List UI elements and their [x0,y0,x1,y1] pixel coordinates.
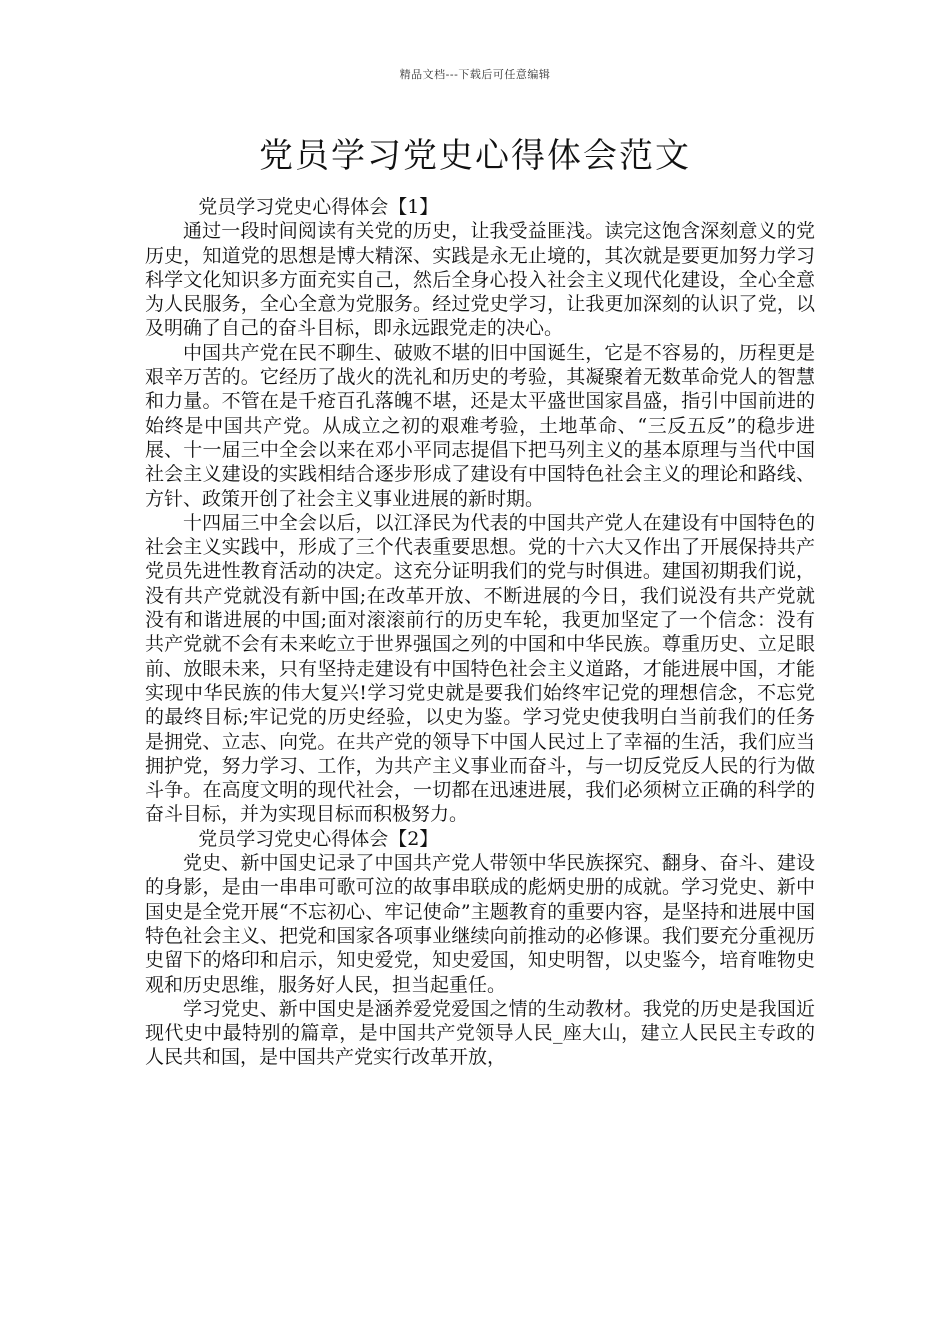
paragraph: 学习党史、新中国史是涵养爱党爱国之情的生动教材。我党的历史是我国近现代史中最特别的篇章，是中国共产党领导人民_座大山，建立人民民主专政的人民共和国，是中国共产党实行改革开放， [145,997,815,1069]
document-title: 党员学习党史心得体会范文 [259,136,691,176]
section-heading-2: 党员学习党史心得体会【2】 [198,827,439,850]
header-note: 精品文档---下载后可任意编辑 [399,68,551,81]
paragraph: 十四届三中全会以后，以江泽民为代表的中国共产党人在建设有中国特色的社会主义实践中，形成了三个代表重要思想。党的十六大又作出了开展保持共产党员先进性教育活动的决定。这充分证明我们的党与时俱进。建国初期我们说，没有共产党就没有新中国;在改革开放、不断进展的今日，我们说没有共产党就没有和谐进展的中国;面对滚滚前行的历史车轮，我更加坚定了一个信念：没有共产党就不会有未来屹立于世界强国之列的中国和中华民族。尊重历史、立足眼前、放眼未来，只有坚持走建设有中国特色社会主义道路，才能进展中国，才能实现中华民族的伟大复兴!学习党史就是要我们始终牢记党的理想信念，不忘党的最终目标;牢记党的历史经验，以史为鉴。学习党史使我明白当前我们的任务是拥党、立志、向党。在共产党的领导下中国人民过上了幸福的生活，我们应当拥护党，努力学习、工作，为共产主义事业而奋斗，与一切反党反人民的行为做斗争。在高度文明的现代社会，一切都在迅速进展，我们必须树立正确的科学的奋斗目标，并为实现目标而积极努力。 [145,511,815,826]
section-heading-1: 党员学习党史心得体会【1】 [198,196,439,218]
paragraph: 通过一段时间阅读有关党的历史，让我受益匪浅。读完这饱含深刻意义的党历史，知道党的思想是博大精深、实践是永无止境的，其次就是要更加努力学习科学文化知识多方面充实自己，然后全身心投入社会主义现代化建设，全心全意为人民服务，全心全意为党服务。经过党史学习，让我更加深刻的认识了党，以及明确了自己的奋斗目标，即永远跟党走的决心。 [145,220,815,340]
paragraph: 党史、新中国史记录了中国共产党人带领中华民族探究、翻身、奋斗、建设的身影，是由一串串可歌可泣的故事串联成的彪炳史册的成就。学习党史、新中国史是全党开展“不忘初心、牢记使命”主题教育的重要内容，是坚持和进展中国特色社会主义、把党和国家各项事业继续向前推动的必修课。我们要充分重视历史留下的烙印和启示，知史爱党，知史爱国，知史明智，以史鉴今，培育唯物史观和历史思维，服务好人民，担当起重任。 [145,852,815,996]
paragraph: 中国共产党在民不聊生、破败不堪的旧中国诞生，它是不容易的，历程更是艰辛万苦的。它经历了战火的洗礼和历史的考验，其凝聚着无数革命党人的智慧和力量。不管在是千疮百孔落魄不堪，还是太平盛世国家昌盛，指引中国前进的始终是中国共产党。从成立之初的艰难考验，土地革命、“三反五反”的稳步进展、十一届三中全会以来在邓小平同志提倡下把马列主义的基本原理与当代中国社会主义建设的实践相结合逐步形成了建设有中国特色社会主义的理论和路线、方针、政策开创了社会主义事业进展的新时期。 [145,341,815,510]
document-body [145,195,815,1070]
